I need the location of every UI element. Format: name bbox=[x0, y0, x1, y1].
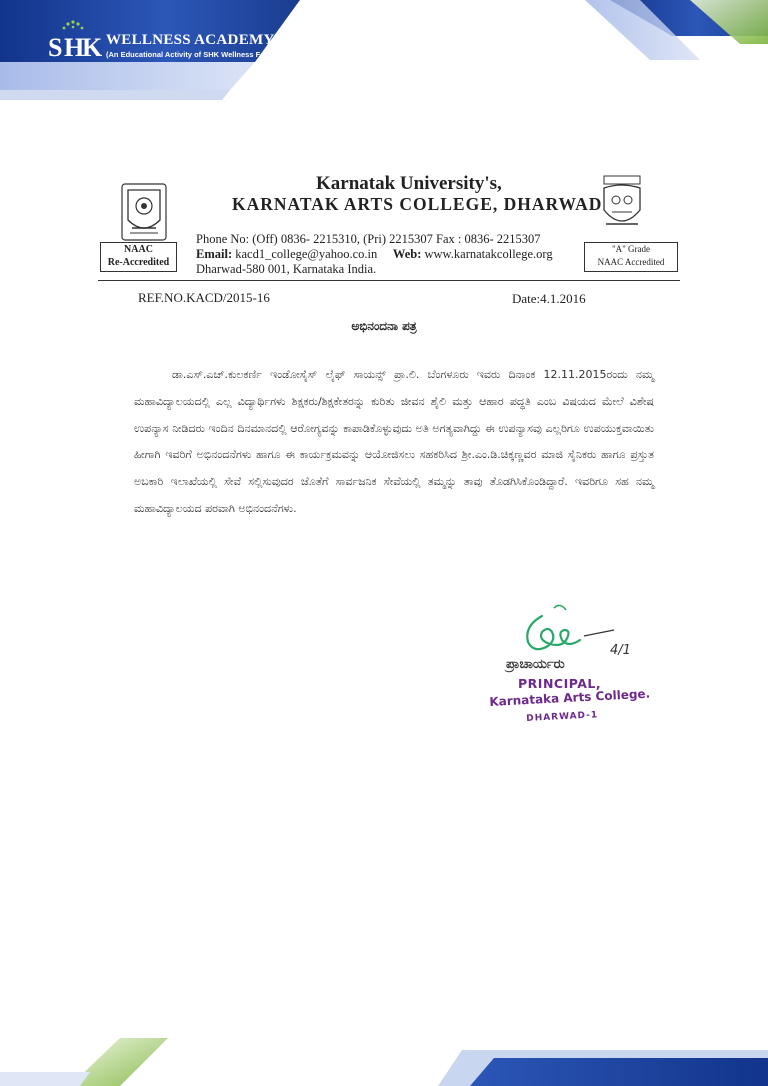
place-stamp: DHARWAD-1 bbox=[526, 710, 599, 724]
naac-left-line2: Re-Accredited bbox=[107, 257, 170, 268]
academy-tagline: (An Educational Activity of SHK Wellness Foundation) bbox=[106, 50, 299, 59]
university-emblem-icon bbox=[118, 180, 170, 244]
signatory-title-kannada: ಪ್ರಾಚಾರ್ಯರು bbox=[506, 657, 565, 672]
contact-block bbox=[196, 232, 553, 277]
letter-date: Date:4.1.2016 bbox=[512, 291, 586, 306]
letter-body: ಡಾ.ಎಸ್.ಎಚ್.ಕುಲಕರ್ಣಿ ಇಂಡೋಸೈಸ್ ಲೈಫ್ ಸಾಯನ್ಸ್ ಪ್ರಾ.ಲಿ. ಬೆಂಗಳೂರು ಇವರು ದಿನಾಂಕ 12.11.2015ರಂದು ನಮ್ಮ ಮಹಾವಿದ್ಯಾಲಯದಲ್ಲಿ ಎಲ್ಲ ವಿದ್ಯಾರ್ಥಿಗಳು ಶಿಕ್ಷಕರು/ಶಿಕ್ಷಕೇತರನ್ನು ಕುರಿತು ಜೀವನ ಶೈಲಿ ಮತ್ತು ಆಹಾರ ಪದ್ಧತಿ ಎಂಬ ವಿಷಯದ ಮೇಲೆ ವಿಶೇಷ ಉಪನ್ಯಾಸ ನೀಡಿದರು ಇಂದಿನ ದಿನಮಾನದಲ್ಲಿ ಆರೋಗ್ಯವನ್ನು ಕಾಪಾಡಿಕೊಳ್ಳುವುದು ಅತಿ ಅಗತ್ಯವಾಗಿದ್ದು ಈ ಉಪನ್ಯಾಸವು ಎಲ್ಲರಿಗೂ ಉಪಯುಕ್ತವಾಯಿತು ಹೀಗಾಗಿ ಇವರಿಗೆ ಅಭಿನಂದನೆಗಳು ಹಾಗೂ ಈ ಕಾರ್ಯಕ್ರಮವನ್ನು ಆಯೋಜಿಸಲು ಸಹಕರಿಸಿದ ಶ್ರೀ.ಎಂ.ಡಿ.ಚಿಕ್ಕಣ್ಣವರ ಮಾಜಿ ಸೈನಿಕರು ಹಾಗೂ ಪ್ರಸ್ತುತ ಅಬಕಾರಿ ಇಲಾಖೆಯಲ್ಲಿ ಸೇವೆ ಸಲ್ಲಿಸುವುದರ ಜೊತೆಗೆ ಸಾರ್ವಜನಿಕ ಸೇವೆಯಲ್ಲಿ ತಮ್ಮನ್ನು ತಾವು ತೊಡಗಿಸಿಕೊಂಡಿದ್ದಾರೆ. ಇವರಿಗೂ ಸಹ ನಮ್ಮ ಮಹಾವಿದ್ಯಾಲಯದ ಪರವಾಗಿ ಅಭಿನಂದನೆಗಳು. bbox=[134, 368, 654, 515]
email-label: Email: bbox=[196, 247, 233, 261]
academy-logo-icon bbox=[46, 18, 102, 64]
college-name: KARNATAK ARTS COLLEGE, DHARWAD bbox=[232, 194, 603, 214]
phone-line: Phone No: (Off) 0836- 2215310, (Pri) 2215307 Fax : 0836- 2215307 bbox=[196, 232, 541, 246]
naac-right-line1: "A" Grade bbox=[611, 244, 651, 254]
naac-emblem-icon bbox=[596, 172, 648, 238]
email-value: kacd1_college@yahoo.co.in bbox=[235, 247, 378, 261]
handwritten-signature-icon bbox=[514, 596, 634, 666]
naac-right-line2: NAAC Accredited bbox=[597, 257, 665, 267]
svg-text:K: K bbox=[82, 33, 102, 62]
letterhead-divider bbox=[98, 280, 680, 281]
web-label: Web: bbox=[392, 247, 422, 261]
naac-left-line1: NAAC bbox=[124, 244, 153, 255]
signature-date: 4/1 bbox=[610, 643, 631, 658]
academy-name: WELLNESS ACADEMY bbox=[106, 32, 275, 48]
college-stamp: Karnataka Arts College. bbox=[489, 686, 651, 709]
principal-stamp: PRINCIPAL, bbox=[518, 676, 602, 691]
reference-number: REF.NO.KACD/2015-16 bbox=[138, 290, 270, 305]
naac-right-badge bbox=[584, 242, 678, 272]
svg-text:S: S bbox=[48, 33, 63, 62]
university-name: Karnatak University's, bbox=[316, 173, 502, 194]
letter-subject: ಅಭಿನಂದನಾ ಪತ್ರ bbox=[351, 319, 417, 333]
web-value: www.karnatakcollege.org bbox=[424, 247, 553, 261]
email-line bbox=[196, 247, 553, 262]
naac-left-badge bbox=[100, 242, 177, 272]
address-line: Dharwad-580 001, Karnataka India. bbox=[196, 262, 377, 276]
svg-text:H: H bbox=[64, 33, 85, 62]
footer-band bbox=[0, 1032, 768, 1086]
